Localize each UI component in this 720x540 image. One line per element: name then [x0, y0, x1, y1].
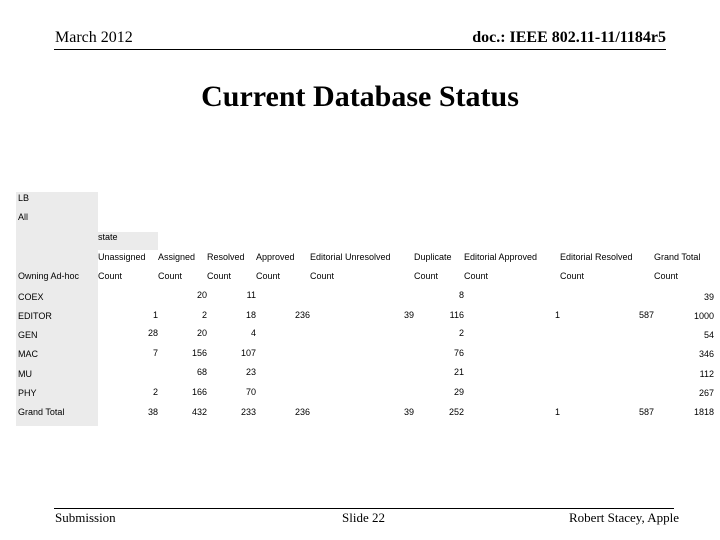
count-label: Count	[654, 271, 679, 281]
table-cell: 236	[294, 407, 310, 417]
table-cell: 4	[250, 328, 256, 338]
col-header-grand-total: Grand Total	[654, 252, 701, 262]
table-cell: 23	[245, 367, 256, 377]
table-cell: 166	[191, 387, 207, 397]
table-cell: 432	[191, 407, 207, 417]
col-header-editorial-unresolved: Editorial Unresolved	[310, 252, 391, 262]
table-cell: 233	[240, 407, 256, 417]
table-cell: 28	[147, 328, 158, 338]
table-cell: 39	[403, 310, 414, 320]
table-cell: 20	[196, 290, 207, 300]
table-cell: 2	[152, 387, 158, 397]
col-header-editorial-resolved: Editorial Resolved	[560, 252, 633, 262]
row-field-label: Owning Ad-hoc	[18, 271, 80, 281]
table-cell: 156	[191, 348, 207, 358]
table-cell: 18	[245, 310, 256, 320]
table-cell: 68	[196, 367, 207, 377]
row-label-gen: GEN	[18, 330, 38, 340]
table-cell: 1818	[693, 407, 714, 417]
table-cell: 2	[458, 328, 464, 338]
count-label: Count	[158, 271, 183, 281]
col-header-editorial-approved: Editorial Approved	[464, 252, 538, 262]
table-cell: 54	[703, 330, 714, 340]
table-cell: 236	[294, 310, 310, 320]
table-cell: 1000	[693, 311, 714, 321]
table-cell: 267	[698, 388, 714, 398]
count-label: Count	[98, 271, 123, 281]
row-label-coex: COEX	[18, 292, 44, 302]
table-cell: 116	[449, 310, 464, 320]
footer-slide-number: Slide 22	[342, 510, 385, 525]
row-label-editor: EDITOR	[18, 311, 52, 321]
count-label: Count	[310, 271, 335, 281]
table-cell: 76	[453, 348, 464, 358]
count-label: Count	[256, 271, 281, 281]
count-label: Count	[207, 271, 232, 281]
table-cell: 29	[453, 387, 464, 397]
row-label-grand-total: Grand Total	[18, 407, 65, 417]
filter-value: All	[18, 212, 29, 222]
col-header-resolved: Resolved	[207, 252, 245, 262]
table-cell: 2	[201, 310, 207, 320]
row-label-mac: MAC	[18, 349, 38, 359]
table-cell: 70	[245, 387, 256, 397]
table-cell: 8	[458, 290, 464, 300]
table-cell: 252	[448, 407, 464, 417]
column-field-label: state	[98, 232, 118, 242]
table-cell: 587	[638, 407, 654, 417]
table-cell: 107	[240, 348, 256, 358]
table-cell: 39	[403, 407, 414, 417]
table-cell: 20	[196, 328, 207, 338]
footer-submission: Submission	[55, 510, 116, 525]
table-cell: 7	[152, 348, 158, 358]
table-cell: 112	[699, 369, 714, 379]
table-cell: 1	[554, 407, 560, 417]
count-label: Count	[464, 271, 489, 281]
col-header-assigned: Assigned	[158, 252, 196, 262]
row-label-phy: PHY	[18, 388, 37, 398]
table-cell: 11	[246, 290, 256, 300]
count-label: Count	[414, 271, 439, 281]
header-divider	[54, 49, 666, 50]
header-date: March 2012	[55, 29, 133, 46]
footer-author: Robert Stacey, Apple	[569, 510, 679, 525]
filter-label: LB	[18, 193, 30, 203]
table-cell: 1	[152, 310, 158, 320]
col-header-approved: Approved	[256, 252, 295, 262]
table-cell: 21	[453, 367, 464, 377]
row-label-mu: MU	[18, 369, 32, 379]
table-cell: 39	[703, 292, 714, 302]
table-cell: 1	[554, 310, 560, 320]
col-header-unassigned: Unassigned	[98, 252, 146, 262]
column-field-bg	[16, 232, 158, 250]
table-cell: 587	[638, 310, 654, 320]
col-header-duplicate: Duplicate	[414, 252, 452, 262]
footer-divider	[54, 508, 674, 509]
slide-title: Current Database Status	[201, 80, 519, 113]
count-label: Count	[560, 271, 585, 281]
table-cell: 38	[147, 407, 158, 417]
header-doc-id: doc.: IEEE 802.11-11/1184r5	[472, 29, 666, 46]
table-cell: 346	[698, 349, 714, 359]
